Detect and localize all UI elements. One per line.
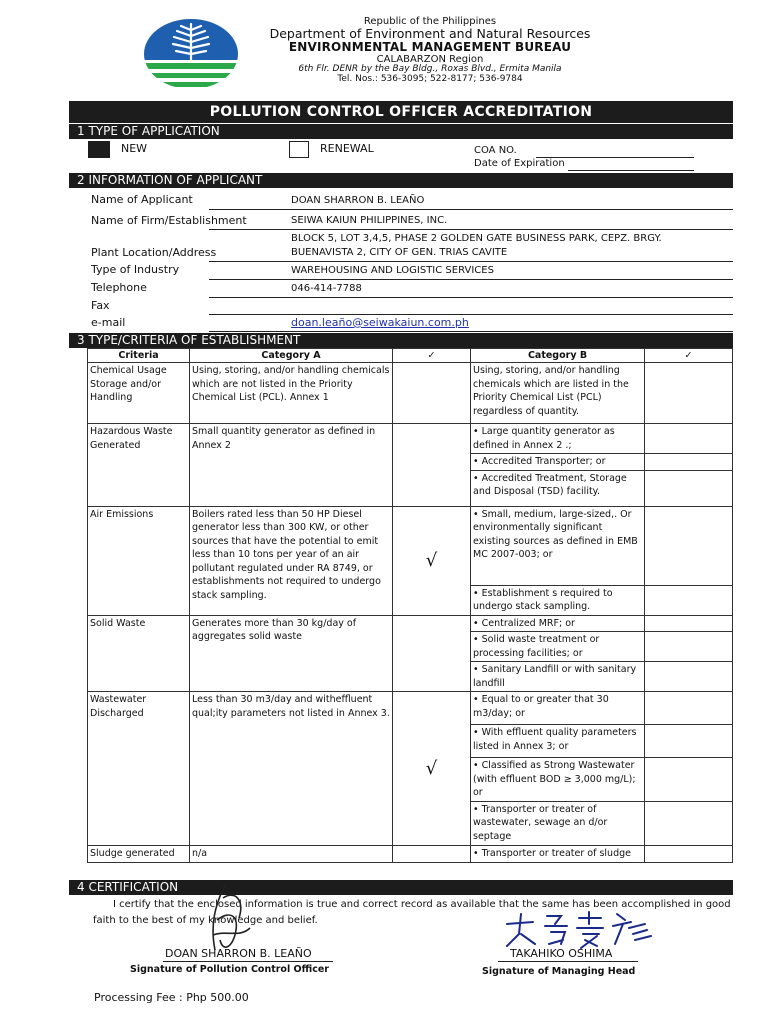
category-a-cell: Less than 30 m3/day and witheffluent qual;ity parameters not listed in Annex 3. — [190, 692, 393, 845]
check-b-cell[interactable] — [645, 758, 733, 801]
section3-heading: 3 TYPE/CRITERIA OF ESTABLISHMENT — [69, 333, 733, 348]
location-value-2: BUENAVISTA 2, CITY OF GEN. TRIAS CAVITE — [291, 247, 508, 258]
location-value-1: BLOCK 5, LOT 3,4,5, PHASE 2 GOLDEN GATE BUSINESS PARK, CEPZ. BRGY. — [291, 233, 662, 244]
check-a-cell[interactable] — [393, 363, 471, 424]
officer-caption: Signature of Pollution Control Officer — [130, 964, 329, 975]
industry-value: WAREHOUSING AND LOGISTIC SERVICES — [291, 265, 494, 276]
check-a-cell[interactable]: √ — [393, 692, 471, 845]
table-row — [88, 692, 733, 725]
category-b-cell: • Transporter or treater of wastewater, sewage an d/or septage — [471, 801, 645, 845]
certification-text: I certify that the enclosed information is true and correct record as available that the same has been accomplished in good faith to the best of my knowledge and belief. — [93, 899, 731, 926]
category-b-cell: • Solid waste treatment or processing facilities; or — [471, 632, 645, 662]
check-b-cell[interactable] — [645, 454, 733, 470]
department-text: Department of Environment and Natural Resources — [269, 26, 591, 41]
category-b-cell: • Establishment s required to undergo stack sampling. — [471, 585, 645, 615]
category-a-cell: n/a — [190, 845, 393, 862]
new-label: NEW — [121, 142, 148, 155]
managing-head-caption: Signature of Managing Head — [482, 966, 636, 977]
category-b-cell: • Large quantity generator as defined in Annex 2 .; — [471, 424, 645, 454]
check-b-cell[interactable] — [645, 801, 733, 845]
check-b-cell[interactable] — [645, 424, 733, 454]
applicant-value: DOAN SHARRON B. LEAÑO — [291, 195, 425, 206]
check-b-cell[interactable] — [645, 470, 733, 506]
expiration-field[interactable] — [568, 170, 694, 171]
table-row — [88, 363, 733, 424]
processing-fee: Processing Fee : Php 500.00 — [94, 991, 249, 1004]
check-b-cell[interactable] — [645, 845, 733, 862]
bureau-text: ENVIRONMENTAL MANAGEMENT BUREAU — [288, 39, 572, 54]
fax-label: Fax — [91, 299, 110, 312]
email-link[interactable]: doan.leaño@seiwakaiun.com.ph — [291, 316, 469, 329]
firm-label: Name of Firm/Establishment — [91, 214, 247, 227]
check-b-cell[interactable] — [645, 692, 733, 725]
expiration-label: Date of Expiration — [474, 158, 565, 169]
managing-head-name: TAKAHIKO OSHIMA — [510, 947, 613, 960]
officer-name: DOAN SHARRON B. LEAÑO — [165, 947, 312, 960]
check-b-header: ✓ — [645, 349, 733, 363]
table-row — [88, 424, 733, 454]
category-b-cell: • Classified as Strong Wastewater (with effluent BOD ≥ 3,000 mg/L); or — [471, 758, 645, 801]
denr-logo — [143, 18, 239, 90]
firm-line — [209, 229, 733, 230]
category-a-cell: Boilers rated less than 50 HP Diesel generator less than 300 KW, or other sources that have the potential to emit less than 10 tons per year of an air pollutant regulated under RA 8749, or establishments not required to undergo stack sampling. — [190, 506, 393, 615]
managing-head-line — [498, 961, 638, 962]
section2-heading: 2 INFORMATION OF APPLICANT — [69, 173, 733, 188]
category-b-cell: • Accredited Transporter; or — [471, 454, 645, 470]
address-text: 6th Flr. DENR by the Bay Bldg., Roxas Blvd., Ermita Manila — [298, 63, 562, 74]
renewal-checkbox[interactable] — [289, 141, 309, 158]
criteria-cell: Air Emissions — [88, 506, 190, 615]
officer-line — [163, 961, 333, 962]
managing-head-signature — [505, 910, 655, 950]
region-text: CALABARZON Region — [376, 53, 484, 65]
form-title: POLLUTION CONTROL OFFICER ACCREDITATION — [69, 101, 733, 123]
location-label: Plant Location/Address — [91, 246, 217, 259]
check-a-cell[interactable]: √ — [393, 506, 471, 615]
industry-line — [209, 279, 733, 280]
telephone-value: 046-414-7788 — [291, 283, 362, 294]
criteria-cell: Hazardous Waste Generated — [88, 424, 190, 506]
letterhead — [250, 16, 610, 85]
check-b-cell[interactable] — [645, 363, 733, 424]
category-a-header: Category A — [190, 349, 393, 363]
republic-text: Republic of the Philippines — [363, 16, 497, 27]
check-b-cell[interactable] — [645, 506, 733, 585]
telephone-line — [209, 297, 733, 298]
check-a-cell[interactable] — [393, 424, 471, 506]
criteria-header: Criteria — [88, 349, 190, 363]
check-b-cell[interactable] — [645, 632, 733, 662]
location-line — [209, 261, 733, 262]
applicant-label: Name of Applicant — [91, 193, 193, 206]
table-row — [88, 615, 733, 631]
check-b-cell[interactable] — [645, 725, 733, 758]
category-b-header: Category B — [471, 349, 645, 363]
table-row — [88, 506, 733, 585]
category-a-cell: Generates more than 30 kg/day of aggregates solid waste — [190, 615, 393, 691]
industry-label: Type of Industry — [91, 263, 180, 276]
email-label: e-mail — [91, 316, 126, 329]
section1-heading: 1 TYPE OF APPLICATION — [69, 124, 733, 139]
firm-value: SEIWA KAIUN PHILIPPINES, INC. — [291, 215, 448, 226]
table-header-row — [88, 349, 733, 363]
new-checkbox[interactable] — [88, 141, 110, 158]
category-a-cell: Using, storing, and/or handling chemicals which are not listed in the Priority Chemical List (PCL). Annex 1 — [190, 363, 393, 424]
check-a-cell[interactable] — [393, 845, 471, 862]
criteria-cell: Solid Waste — [88, 615, 190, 691]
category-b-cell: • Equal to or greater that 30 m3/day; or — [471, 692, 645, 725]
email-line — [209, 331, 733, 332]
coa-label: COA NO. — [474, 145, 517, 156]
renewal-label: RENEWAL — [320, 142, 374, 155]
category-b-cell: • Small, medium, large-sized,. Or environmentally significant existing sources as defined in EMB MC 2007-003; or — [471, 506, 645, 585]
applicant-line — [209, 209, 733, 210]
section4-heading: 4 CERTIFICATION — [69, 880, 733, 895]
table-row — [88, 845, 733, 862]
check-b-cell[interactable] — [645, 615, 733, 631]
tel-text: Tel. Nos.: 536-3095; 522-8177; 536-9784 — [337, 73, 523, 84]
check-a-header: ✓ — [393, 349, 471, 363]
check-a-cell[interactable] — [393, 615, 471, 691]
telephone-label: Telephone — [91, 281, 147, 294]
criteria-cell: Chemical Usage Storage and/or Handling — [88, 363, 190, 424]
category-b-cell: • Accredited Treatment, Storage and Disposal (TSD) facility. — [471, 470, 645, 506]
category-b-cell: • Transporter or treater of sludge — [471, 845, 645, 862]
category-b-cell: • Sanitary Landfill or with sanitary landfill — [471, 662, 645, 692]
category-b-cell: Using, storing, and/or handling chemicals which are listed in the Priority Chemical List (PCL) regardless of quantity. — [471, 363, 645, 424]
category-b-cell: • Centralized MRF; or — [471, 615, 645, 631]
check-b-cell[interactable] — [645, 662, 733, 692]
category-a-cell: Small quantity generator as defined in Annex 2 — [190, 424, 393, 506]
category-b-cell: • With effluent quality parameters listed in Annex 3; or — [471, 725, 645, 758]
fax-line — [209, 314, 733, 315]
check-b-cell[interactable] — [645, 585, 733, 615]
criteria-table — [87, 348, 733, 863]
criteria-cell: Wastewater Discharged — [88, 692, 190, 845]
criteria-cell: Sludge generated — [88, 845, 190, 862]
